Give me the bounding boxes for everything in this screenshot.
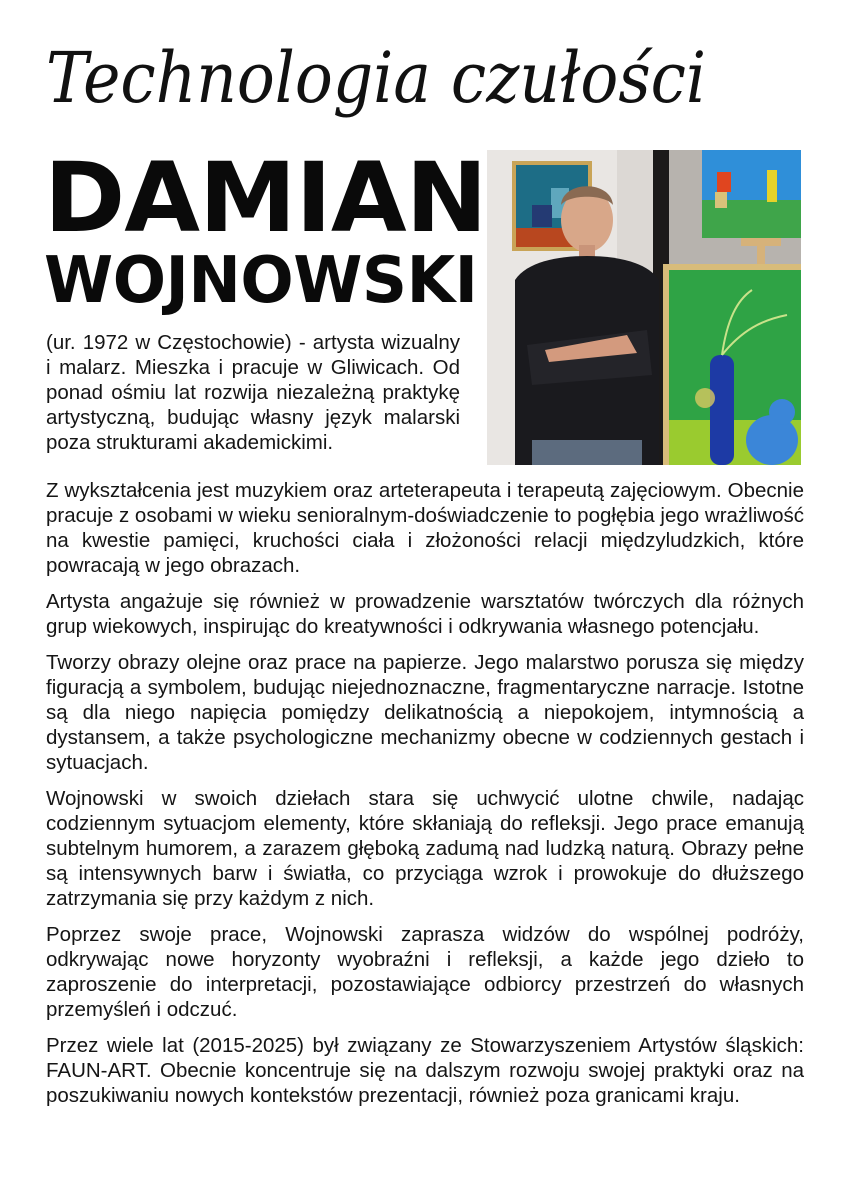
bio-paragraph-association: Przez wiele lat (2015-2025) był związany ze Stowarzyszeniem Artystów śląskich: FAUN-ART. Obecnie koncentruje się na dalszym rozwoju swojej praktyki oraz na poszukiwaniu nowych kontekstów prezentacji, również poza granicami kraju. xyxy=(46,1034,804,1107)
bio-paragraph-workshops: Artysta angażuje się również w prowadzenie warsztatów twórczych dla różnych grup wiekowych, inspirując do kreatywności i odkrywania własnego potencjału. xyxy=(46,590,804,638)
artist-photo xyxy=(487,150,801,465)
page-title: Technologia czułości xyxy=(46,37,707,119)
bio-paragraph-invitation: Poprzez swoje prace, Wojnowski zaprasza widzów do wspólnej podróży, odkrywając nowe horyzonty wyobraźni i refleksji, a każde jego dzieło to zaproszenie do interpretacji, pozostawiające odbiorcy przestrzeń do własnych przemyśleń i odczuć. xyxy=(46,923,804,1021)
bio-paragraph-education: Z wykształcenia jest muzykiem oraz arteterapeuta i terapeutą zajęciowym. Obecnie pracuje z osobami w wieku senioralnym-doświadczenie to pogłębia jego wrażliwość na kwestie pamięci, kruchości ciała i złożoności relacji międzyludzkich, które powracają w jego obrazach. xyxy=(46,479,804,577)
artist-last-name: WOJNOWSKI xyxy=(44,244,478,318)
bio-body xyxy=(46,478,804,1119)
intro-paragraph: (ur. 1972 w Częstochowie) - artysta wizualny i malarz. Mieszka i pracuje w Gliwicach. Od ponad ośmiu lat rozwija niezależną praktykę artystyczną, budując własny język malarski poza strukturami akademickimi. xyxy=(46,331,460,454)
bio-paragraph-themes: Wojnowski w swoich dziełach stara się uchwycić ulotne chwile, nadając codziennym sytuacjom elementy, które skłaniają do refleksji. Jego prace emanują subtelnym humorem, a zarazem głęboką zadumą nad ludzką naturą. Obrazy pełne są intensywnych barw i światła, co przyciąga wzrok i prowokuje do dłuższego zatrzymania się przy każdym z nich. xyxy=(46,787,804,910)
artist-first-name: DAMIAN xyxy=(44,142,487,254)
bio-paragraph-painting: Tworzy obrazy olejne oraz prace na papierze. Jego malarstwo porusza się między figuracją a symbolem, budując niejednoznaczne, fragmentaryczne narracje. Istotne są dla niego napięcia pomiędzy delikatnością a niepokojem, intymnością a dystansem, a także psychologiczne mechanizmy obecne w codziennych gestach i sytuacjach. xyxy=(46,651,804,774)
